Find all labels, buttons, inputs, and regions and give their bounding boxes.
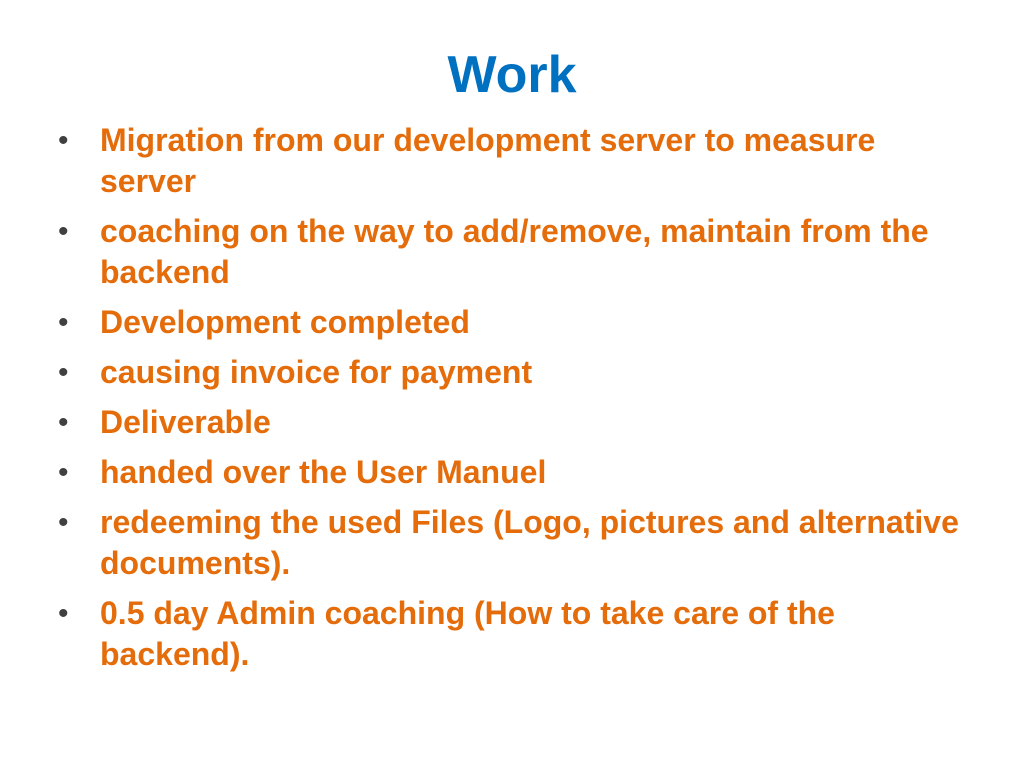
bullet-list <box>58 120 978 684</box>
bullet-dot-icon: • <box>58 597 69 630</box>
bullet-text: Development completed <box>100 304 470 340</box>
slide-title: Work <box>447 46 577 104</box>
bullet-item <box>58 352 978 393</box>
bullet-dot-icon: • <box>58 356 69 389</box>
bullet-item <box>58 120 978 202</box>
bullet-dot-icon: • <box>58 506 69 539</box>
bullet-item <box>58 502 978 584</box>
bullet-dot-icon: • <box>58 406 69 439</box>
bullet-dot-icon: • <box>58 456 69 489</box>
bullet-text: causing invoice for payment <box>100 354 533 390</box>
bullet-item <box>58 211 978 293</box>
bullet-text: Deliverable <box>100 404 271 440</box>
bullet-text: handed over the User Manuel <box>100 454 547 490</box>
bullet-text: 0.5 day Admin coaching (How to take care of the backend). <box>100 595 835 672</box>
bullet-item <box>58 593 978 675</box>
bullet-dot-icon: • <box>58 306 69 339</box>
bullet-item <box>58 452 978 493</box>
bullet-item <box>58 302 978 343</box>
bullet-text: Migration from our development server to measure server <box>100 122 876 199</box>
bullet-dot-icon: • <box>58 215 69 248</box>
bullet-text: coaching on the way to add/remove, maintain from the backend <box>100 213 929 290</box>
bullet-dot-icon: • <box>58 124 69 157</box>
bullet-item <box>58 402 978 443</box>
bullet-text: redeeming the used Files (Logo, pictures and alternative documents). <box>100 504 959 581</box>
